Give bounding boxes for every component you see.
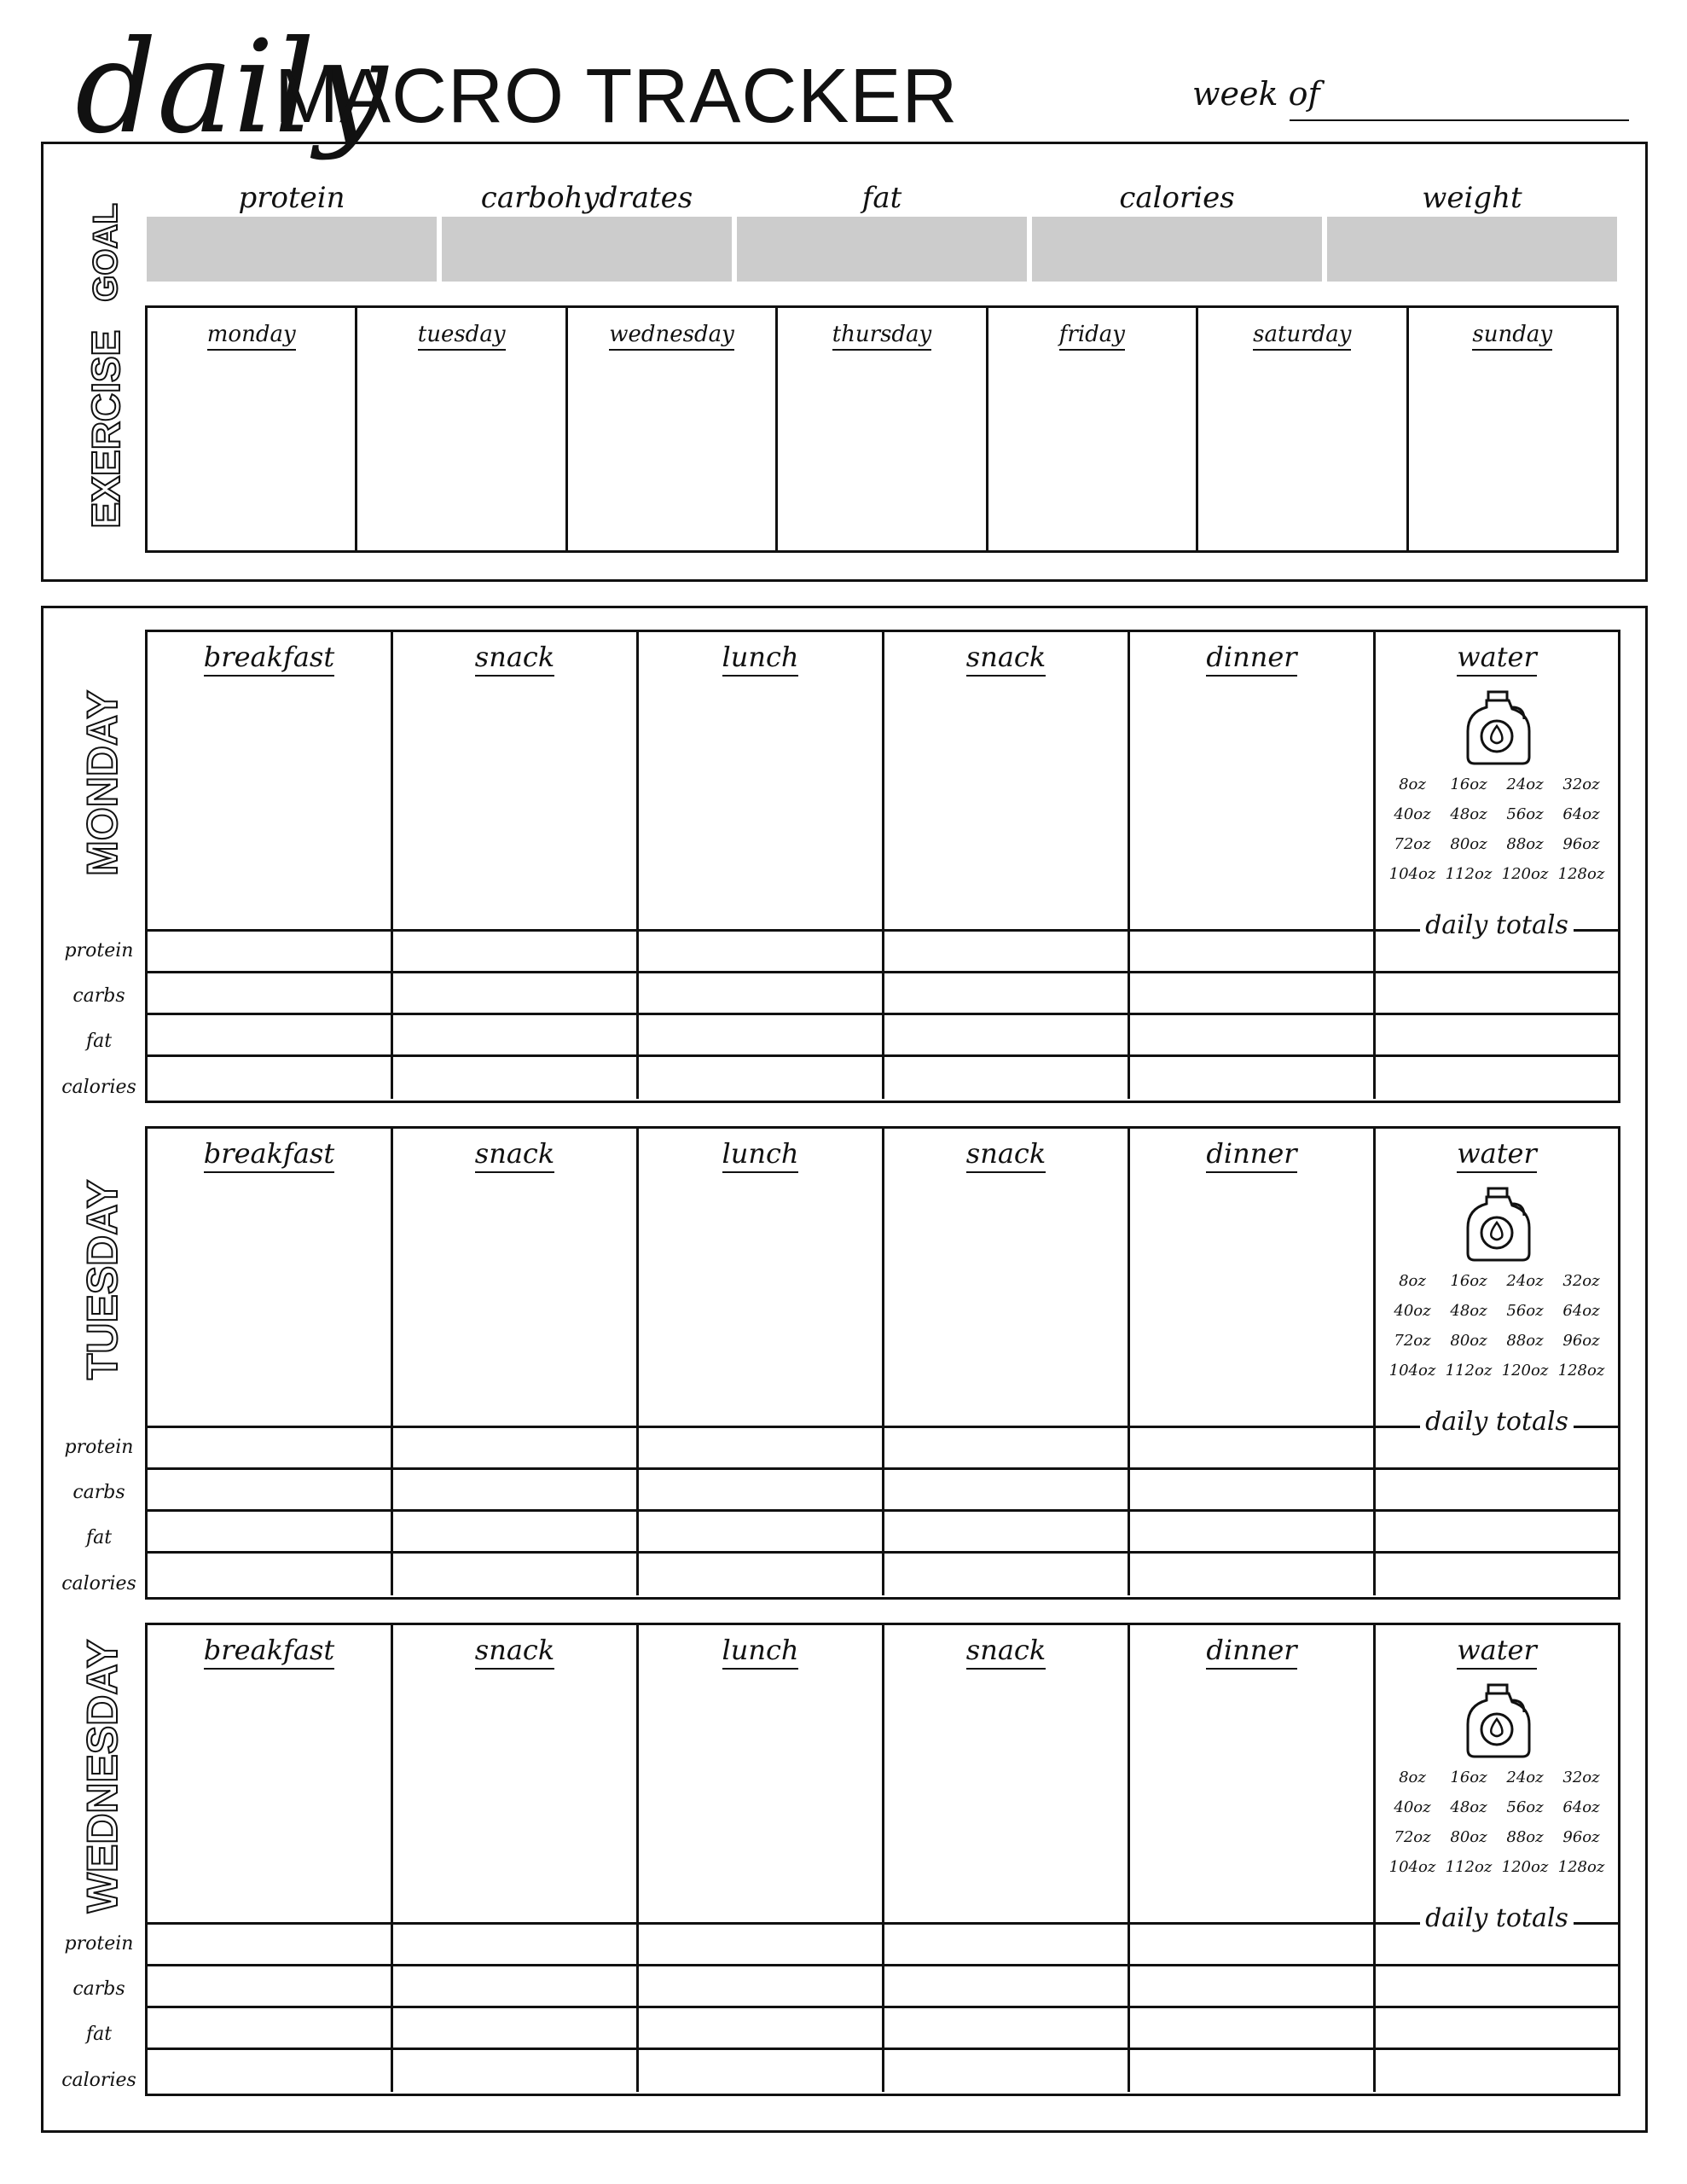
macro-cell[interactable]: [393, 1470, 639, 1509]
exercise-cell-sunday[interactable]: [1409, 308, 1616, 550]
water-amount[interactable]: 80oz: [1450, 1828, 1487, 1846]
macro-label-fat: fat: [85, 1527, 113, 1548]
meal-header: lunch: [722, 1137, 799, 1173]
macro-cell[interactable]: [639, 1554, 884, 1595]
exercise-cell-monday[interactable]: [148, 308, 357, 550]
water-cell: [1376, 632, 1618, 940]
meal-grid: [145, 1126, 1620, 1600]
macro-label-calories: calories: [61, 1573, 136, 1594]
meal-cell-dinner[interactable]: [1130, 1129, 1376, 1426]
meal-header: snack: [475, 1137, 554, 1173]
macro-cell[interactable]: [148, 1512, 393, 1551]
macro-cell[interactable]: [639, 973, 884, 1013]
week-of-label: week of: [1192, 75, 1320, 113]
macro-cell[interactable]: [393, 932, 639, 971]
exercise-cell-tuesday[interactable]: [357, 308, 567, 550]
macro-cell[interactable]: [884, 1554, 1130, 1595]
water-jug-icon: [1464, 1682, 1533, 1758]
page-title: MACRO TRACKER: [275, 54, 959, 139]
water-amount[interactable]: 8oz: [1399, 1272, 1426, 1290]
macro-cell[interactable]: [639, 1966, 884, 2006]
water-amount[interactable]: 16oz: [1450, 775, 1487, 793]
exercise-cell-wednesday[interactable]: [568, 308, 778, 550]
macro-label-protein: protein: [64, 1437, 134, 1458]
macro-cell[interactable]: [148, 1966, 393, 2006]
goal-header-calories: calories: [1119, 181, 1235, 215]
daily-totals-label: daily totals: [1376, 910, 1618, 940]
meal-cell-snack-1[interactable]: [393, 1625, 639, 1922]
water-amount[interactable]: 96oz: [1562, 1828, 1600, 1846]
meal-cell-snack-1[interactable]: [393, 632, 639, 929]
meal-header: dinner: [1206, 1137, 1296, 1173]
macro-cell[interactable]: [884, 1925, 1130, 1964]
macro-cell[interactable]: [1130, 1470, 1376, 1509]
goal-header-weight: weight: [1422, 181, 1522, 215]
water-amount[interactable]: 56oz: [1506, 1302, 1544, 1320]
water-amounts: [1384, 775, 1609, 883]
day-name-tuesday: TUESDAY: [78, 1179, 126, 1380]
water-amount[interactable]: 72oz: [1394, 1332, 1431, 1350]
water-amount[interactable]: 104oz: [1388, 865, 1436, 883]
daily-totals-label: daily totals: [1376, 1903, 1618, 1933]
water-amount[interactable]: 64oz: [1562, 1798, 1600, 1816]
exercise-cell-friday[interactable]: [988, 308, 1198, 550]
goal-input-fat[interactable]: [737, 217, 1027, 282]
macro-cell[interactable]: [148, 2050, 393, 2092]
macro-label-carbs: carbs: [72, 1482, 125, 1503]
daily-totals-label: daily totals: [1376, 1407, 1618, 1437]
macro-cell[interactable]: [393, 1966, 639, 2006]
meal-cell-dinner[interactable]: [1130, 1625, 1376, 1922]
macro-cell[interactable]: [884, 1966, 1130, 2006]
water-amount[interactable]: 72oz: [1394, 1828, 1431, 1846]
macro-cell[interactable]: [884, 2050, 1130, 2092]
water-amount[interactable]: 64oz: [1562, 805, 1600, 823]
meal-cell-breakfast[interactable]: [148, 1625, 393, 1922]
water-amount[interactable]: 128oz: [1557, 1362, 1605, 1380]
macro-total-cell[interactable]: [1376, 2008, 1618, 2048]
water-amount[interactable]: 80oz: [1450, 1332, 1487, 1350]
meal-cell-snack-2[interactable]: [884, 1129, 1130, 1426]
water-jug-icon: [1464, 1185, 1533, 1262]
meal-header: snack: [475, 1634, 554, 1670]
water-amount[interactable]: 40oz: [1394, 1302, 1431, 1320]
day-name-monday: MONDAY: [78, 690, 126, 876]
meal-header: lunch: [722, 1634, 799, 1670]
water-amount[interactable]: 16oz: [1450, 1769, 1487, 1786]
macro-cell[interactable]: [639, 1428, 884, 1467]
macro-total-cell[interactable]: [1376, 1470, 1618, 1509]
macro-cell[interactable]: [148, 932, 393, 971]
meal-header: breakfast: [204, 1634, 334, 1670]
meal-cell-lunch[interactable]: [639, 1625, 884, 1922]
water-amount[interactable]: 96oz: [1562, 835, 1600, 853]
water-amount[interactable]: 8oz: [1399, 1769, 1426, 1786]
macro-row-fat: [148, 2008, 1618, 2050]
meal-cell-dinner[interactable]: [1130, 632, 1376, 929]
macro-cell[interactable]: [393, 1554, 639, 1595]
macro-cell[interactable]: [884, 932, 1130, 971]
water-amount[interactable]: 112oz: [1445, 1362, 1493, 1380]
macro-cell[interactable]: [639, 1470, 884, 1509]
macro-cell[interactable]: [639, 2008, 884, 2048]
macro-cell[interactable]: [1130, 1554, 1376, 1595]
macro-label-carbs: carbs: [72, 985, 125, 1007]
week-of-line[interactable]: [1290, 119, 1629, 121]
water-amount[interactable]: 16oz: [1450, 1272, 1487, 1290]
water-amount[interactable]: 80oz: [1450, 835, 1487, 853]
meal-grid: [145, 1623, 1620, 2096]
goal-input-carbohydrates[interactable]: [442, 217, 732, 282]
water-amount[interactable]: 48oz: [1450, 1302, 1487, 1320]
water-amount[interactable]: 88oz: [1506, 1828, 1544, 1846]
meal-header: snack: [966, 641, 1046, 677]
macro-cell[interactable]: [148, 1925, 393, 1964]
macro-cell[interactable]: [1130, 1428, 1376, 1467]
macro-cell[interactable]: [393, 1057, 639, 1099]
water-amount[interactable]: 120oz: [1501, 865, 1549, 883]
goal-header-protein: protein: [238, 181, 345, 215]
water-jug-icon: [1464, 688, 1533, 765]
macro-cell[interactable]: [148, 1015, 393, 1054]
water-amount[interactable]: 56oz: [1506, 805, 1544, 823]
exercise-day-label: wednesday: [609, 322, 734, 351]
meal-header: lunch: [722, 641, 799, 677]
goal-input-calories[interactable]: [1032, 217, 1322, 282]
macro-label-calories: calories: [61, 1077, 136, 1098]
macro-cell[interactable]: [884, 1512, 1130, 1551]
macro-cell[interactable]: [1130, 2050, 1376, 2092]
macro-cell[interactable]: [884, 973, 1130, 1013]
water-amount[interactable]: 32oz: [1562, 1272, 1600, 1290]
macro-cell[interactable]: [1130, 1966, 1376, 2006]
water-amount[interactable]: 32oz: [1562, 775, 1600, 793]
water-amount[interactable]: 96oz: [1562, 1332, 1600, 1350]
water-amount[interactable]: 56oz: [1506, 1798, 1544, 1816]
macro-cell[interactable]: [639, 1512, 884, 1551]
goal-side-label: GOAL: [87, 203, 125, 302]
meal-cell-breakfast[interactable]: [148, 632, 393, 929]
macro-cell[interactable]: [148, 2008, 393, 2048]
macro-cell[interactable]: [393, 973, 639, 1013]
macro-cell[interactable]: [1130, 1512, 1376, 1551]
goal-input-protein[interactable]: [147, 217, 437, 282]
exercise-cell-saturday[interactable]: [1198, 308, 1408, 550]
exercise-day-label: friday: [1059, 322, 1125, 351]
meal-header: breakfast: [204, 641, 334, 677]
macro-cell[interactable]: [393, 2008, 639, 2048]
water-amount[interactable]: 24oz: [1506, 1769, 1544, 1786]
macro-cell[interactable]: [639, 1015, 884, 1054]
title-script: daily: [75, 14, 388, 162]
macro-cell[interactable]: [393, 1512, 639, 1551]
macro-row-fat: [148, 1512, 1618, 1554]
macro-cell[interactable]: [884, 2008, 1130, 2048]
goal-header-carbohydrates: carbohydrates: [480, 181, 693, 215]
water-amount[interactable]: 24oz: [1506, 1272, 1544, 1290]
meal-cell-snack-1[interactable]: [393, 1129, 639, 1426]
water-amount[interactable]: 120oz: [1501, 1858, 1549, 1876]
macro-cell[interactable]: [148, 1057, 393, 1099]
macro-row-calories: [148, 1057, 1618, 1099]
macro-cell[interactable]: [1130, 973, 1376, 1013]
macro-total-cell[interactable]: [1376, 1966, 1618, 2006]
water-amount[interactable]: 64oz: [1562, 1302, 1600, 1320]
exercise-grid: [145, 305, 1619, 553]
meal-header: water: [1457, 1634, 1537, 1670]
meal-cell-lunch[interactable]: [639, 1129, 884, 1426]
macro-cell[interactable]: [393, 1925, 639, 1964]
macro-total-cell[interactable]: [1376, 2050, 1618, 2092]
macro-total-cell[interactable]: [1376, 1512, 1618, 1551]
macro-cell[interactable]: [884, 1057, 1130, 1099]
macro-label-protein: protein: [64, 940, 134, 961]
macro-cell[interactable]: [1130, 1057, 1376, 1099]
macro-label-carbs: carbs: [72, 1978, 125, 2000]
water-amount[interactable]: 40oz: [1394, 805, 1431, 823]
macro-cell[interactable]: [639, 1925, 884, 1964]
exercise-day-label: sunday: [1472, 322, 1552, 351]
water-cell: [1376, 1625, 1618, 1933]
macro-total-cell[interactable]: [1376, 973, 1618, 1013]
macro-cell[interactable]: [639, 932, 884, 971]
macro-cell[interactable]: [1130, 1925, 1376, 1964]
macro-cell[interactable]: [393, 2050, 639, 2092]
macro-cell[interactable]: [148, 1470, 393, 1509]
macro-cell[interactable]: [1130, 1015, 1376, 1054]
water-amount[interactable]: 120oz: [1501, 1362, 1549, 1380]
macro-label-fat: fat: [85, 1031, 113, 1052]
meal-header: dinner: [1206, 641, 1296, 677]
water-amount[interactable]: 128oz: [1557, 1858, 1605, 1876]
meal-cell-lunch[interactable]: [639, 632, 884, 929]
macro-label-calories: calories: [61, 2070, 136, 2091]
exercise-cell-thursday[interactable]: [778, 308, 988, 550]
macro-cell[interactable]: [148, 1428, 393, 1467]
water-amount[interactable]: 112oz: [1445, 865, 1493, 883]
macro-row-fat: [148, 1015, 1618, 1057]
macro-label-protein: protein: [64, 1933, 134, 1955]
macro-cell[interactable]: [1130, 932, 1376, 971]
macro-cell[interactable]: [884, 1428, 1130, 1467]
macro-total-cell[interactable]: [1376, 1015, 1618, 1054]
water-amount[interactable]: 48oz: [1450, 1798, 1487, 1816]
exercise-day-label: thursday: [832, 322, 932, 351]
goal-header-fat: fat: [861, 181, 902, 215]
macro-cell[interactable]: [148, 1554, 393, 1595]
exercise-day-label: tuesday: [418, 322, 506, 351]
macro-row-carbs: [148, 1470, 1618, 1512]
meal-cell-snack-2[interactable]: [884, 1625, 1130, 1922]
meal-cell-breakfast[interactable]: [148, 1129, 393, 1426]
meal-header: breakfast: [204, 1137, 334, 1173]
day-name-wednesday: WEDNESDAY: [78, 1639, 126, 1914]
macro-row-calories: [148, 1554, 1618, 1595]
meal-header: dinner: [1206, 1634, 1296, 1670]
macro-row-carbs: [148, 973, 1618, 1015]
water-amount[interactable]: 88oz: [1506, 1332, 1544, 1350]
water-cell: [1376, 1129, 1618, 1437]
water-amount[interactable]: 104oz: [1388, 1362, 1436, 1380]
exercise-day-label: saturday: [1253, 322, 1351, 351]
water-amount[interactable]: 128oz: [1557, 865, 1605, 883]
water-amount[interactable]: 40oz: [1394, 1798, 1431, 1816]
macro-label-fat: fat: [85, 2024, 113, 2045]
meal-grid: [145, 630, 1620, 1103]
macro-cell[interactable]: [393, 1428, 639, 1467]
meal-header: snack: [966, 1634, 1046, 1670]
water-amount[interactable]: 104oz: [1388, 1858, 1436, 1876]
meal-header: water: [1457, 1137, 1537, 1173]
water-amount[interactable]: 32oz: [1562, 1769, 1600, 1786]
meal-header: water: [1457, 641, 1537, 677]
water-amounts: [1384, 1272, 1609, 1380]
macro-row-calories: [148, 2050, 1618, 2092]
exercise-day-label: monday: [207, 322, 296, 351]
water-amount[interactable]: 72oz: [1394, 835, 1431, 853]
macro-cell[interactable]: [639, 2050, 884, 2092]
water-amount[interactable]: 48oz: [1450, 805, 1487, 823]
water-amount[interactable]: 24oz: [1506, 775, 1544, 793]
water-amount[interactable]: 112oz: [1445, 1858, 1493, 1876]
meal-header: snack: [475, 641, 554, 677]
goal-input-weight[interactable]: [1327, 217, 1617, 282]
meal-header: snack: [966, 1137, 1046, 1173]
macro-cell[interactable]: [1130, 2008, 1376, 2048]
exercise-side-label: EXERCISE: [84, 329, 128, 529]
water-amount[interactable]: 8oz: [1399, 775, 1426, 793]
macro-cell[interactable]: [884, 1015, 1130, 1054]
macro-row-carbs: [148, 1966, 1618, 2008]
macro-cell[interactable]: [148, 973, 393, 1013]
macro-cell[interactable]: [393, 1015, 639, 1054]
macro-total-cell[interactable]: [1376, 1554, 1618, 1595]
meal-cell-snack-2[interactable]: [884, 632, 1130, 929]
water-amount[interactable]: 88oz: [1506, 835, 1544, 853]
macro-total-cell[interactable]: [1376, 1057, 1618, 1099]
macro-cell[interactable]: [639, 1057, 884, 1099]
macro-cell[interactable]: [884, 1470, 1130, 1509]
water-amounts: [1384, 1769, 1609, 1876]
